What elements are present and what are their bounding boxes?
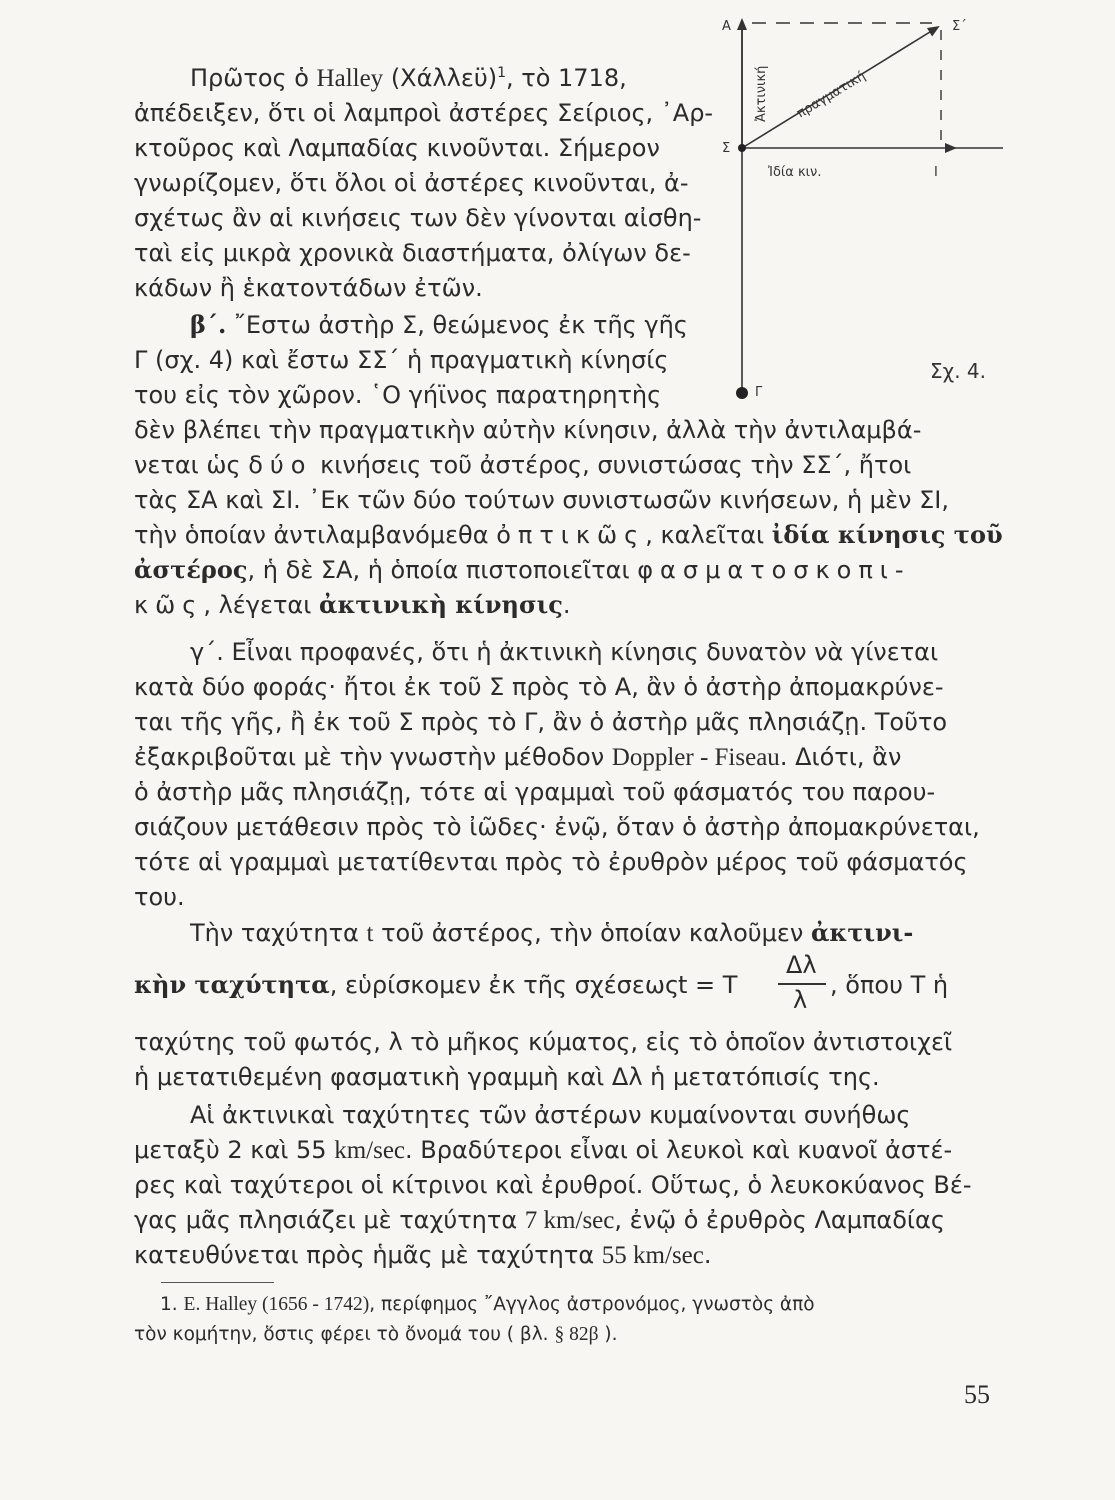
- p5-line-5: κατευθύνεται πρὸς ἡμᾶς μὲ ταχύτητα 55 km/sec.: [134, 1241, 712, 1269]
- p5-line-4: γας μᾶς πλησιάζει μὲ ταχύτητα 7 km/sec, ἐνῷ ὁ ἐρυθρὸς Λαμπαδίας: [134, 1206, 945, 1234]
- p1-line-1: Πρῶτος ὁ Halley $(Xά\lambda\lambda\varepsilon ϋ)^1$, τὸ 1718,: [190, 64, 627, 92]
- label-s: Σ: [722, 141, 731, 156]
- p1-line-2: ἀπέδειξεν, ὅτι οἱ λαμπροὶ ἀστέρες Σείριος, ᾿Αρ-: [134, 99, 714, 127]
- label-proper: Ἰδία κιν.: [768, 165, 822, 180]
- p3-line-7: τότε αἱ γραμμαὶ μετατίθενται πρὸς τὸ ἐρυθρὸν μέρος τοῦ φάσματός: [134, 848, 968, 876]
- formula-denominator: λ: [793, 986, 808, 1014]
- p4-line-4: ἡ μετατιθεμένη φασματικὴ γραμμὴ καὶ Δλ ἡ μετατόπισίς της.: [134, 1063, 880, 1091]
- p1-line-3: κτοῦρος καὶ Λαμπαδίας κινοῦνται. Σήμερον: [134, 134, 660, 162]
- p4-line-2-right: , ὅπου Τ ἡ: [830, 971, 949, 999]
- label-s-prime: Σ΄: [952, 19, 967, 34]
- footnote-rule: [161, 1282, 274, 1283]
- p3-line-8: του.: [134, 883, 185, 911]
- p2-line-1: β΄. ῎Εστω ἀστὴρ Σ, θεώμενος ἐκ τῆς γῆς: [190, 310, 688, 339]
- p2-line-3: του εἰς τὸν χῶρον. ῾Ο γήϊνος παρατηρητὴς: [134, 381, 662, 409]
- p5-line-1: Αἱ ἀκτινικαὶ ταχύτητες τῶν ἀστέρων κυμαίνονται συνήθως: [190, 1101, 911, 1129]
- p3-line-2: κατὰ δύο φοράς· ἤτοι ἐκ τοῦ Σ πρὸς τὸ Α, ἂν ὁ ἀστὴρ ἀπομακρύνε-: [134, 673, 944, 701]
- formula-lhs: t = T: [678, 971, 738, 999]
- label-i: Ι: [934, 165, 938, 180]
- p2-line-7: τὴν ὁποίαν ἀντιλαμβανόμεθα ὀπτικῶς, καλεῖται ἰδία κίνησις τοῦ: [134, 520, 1003, 549]
- p2-line-6: τὰς ΣΑ καὶ ΣΙ. ᾿Εκ τῶν δύο τούτων συνιστωσῶν κινήσεων, ἡ μὲν ΣΙ,: [134, 486, 949, 514]
- p4-line-3: ταχύτης τοῦ φωτός, λ τὸ μῆκος κύματος, εἰς τὸ ὁποῖον ἀντιστοιχεῖ: [134, 1028, 953, 1056]
- formula-fraction-bar: [778, 983, 826, 985]
- p4-line-2-left: κὴν ταχύτητα, εὑρίσκομεν ἐκ τῆς σχέσεως: [134, 970, 680, 999]
- p2-line-5: νεται ὡς δύο κινήσεις τοῦ ἀστέρος, συνιστώσας τὴν ΣΣ΄, ἤτοι: [134, 451, 912, 479]
- p3-line-4: ἐξακριβοῦται μὲ τὴν γνωστὴν μέθοδον Doppler - Fiseau. Διότι, ἂν: [134, 743, 902, 771]
- page-number: 55: [964, 1380, 990, 1409]
- label-radial: Ἀκτινική: [754, 65, 769, 122]
- p1-line-6: ταὶ εἰς μικρὰ χρονικὰ διαστήματα, ὀλίγων δε-: [134, 239, 691, 267]
- p4-line-1: Τὴν ταχύτητα t τοῦ ἀστέρος, τὴν ὁποίαν καλοῦμεν ἀκτινι-: [190, 918, 914, 947]
- p2-line-9: κῶς, λέγεται ἀκτινικὴ κίνησις.: [134, 590, 571, 619]
- footnote-line-2: τὸν κομήτην, ὅστις φέρει τὸ ὄνομά του ( βλ. § 82β ).: [134, 1324, 618, 1345]
- star-point: [738, 144, 746, 152]
- p3-line-5: ὁ ἀστὴρ μᾶς πλησιάζῃ, τότε αἱ γραμμαὶ τοῦ φάσματός του παρου-: [134, 778, 936, 806]
- footnote-line-1: 1. E. Halley (1656 - 1742), περίφημος ῎Αγγλος ἀστρονόμος, γνωστὸς ἀπὸ: [160, 1294, 815, 1315]
- p2-line-2: Γ (σχ. 4) καὶ ἔστω ΣΣ΄ ἡ πραγματικὴ κίνησίς: [134, 346, 669, 374]
- p2-line-4: δὲν βλέπει τὴν πραγματικὴν αὐτὴν κίνησιν, ἀλλὰ τὴν ἀντιλαμβά-: [134, 416, 922, 444]
- p1-line-4: γνωρίζομεν, ὅτι ὅλοι οἱ ἀστέρες κινοῦνται, ἀ-: [134, 169, 689, 197]
- figure-caption: Σχ. 4.: [930, 359, 986, 383]
- formula-numerator: Δλ: [786, 951, 817, 979]
- p3-line-1: γ΄. Εἶναι προφανές, ὅτι ἡ ἀκτινικὴ κίνησις δυνατὸν νὰ γίνεται: [190, 638, 939, 666]
- p2-line-8: ἀστέρος, ἡ δὲ ΣΑ, ἡ ὁποία πιστοποιεῖται φασματοσκοπι-: [134, 555, 911, 584]
- label-g: Γ: [755, 385, 763, 400]
- p3-line-3: ται τῆς γῆς, ἢ ἐκ τοῦ Σ πρὸς τὸ Γ, ἂν ὁ ἀστὴρ μᾶς πλησιάζῃ. Τοῦτο: [134, 708, 948, 736]
- p5-line-3: ρες καὶ ταχύτεροι οἱ κίτρινοι καὶ ἐρυθροί. Οὕτως, ὁ λευκοκύανος Βέ-: [134, 1171, 972, 1199]
- earth-point: [736, 387, 748, 399]
- label-real: πραγματική: [794, 68, 869, 122]
- p1-line-7: κάδων ἢ ἑκατοντάδων ἐτῶν.: [134, 274, 483, 302]
- label-a: Α: [722, 19, 731, 34]
- p3-line-6: σιάζουν μετάθεσιν πρὸς τὸ ἰῶδες· ἐνῷ, ὅταν ὁ ἀστὴρ ἀπομακρύνεται,: [134, 813, 980, 841]
- footnote-ref: 1: [497, 65, 506, 81]
- p1-line-5: σχέτως ἂν αἱ κινήσεις των δὲν γίνονται αἰσθη-: [134, 204, 702, 232]
- p5-line-2: μεταξὺ 2 καὶ 55 km/sec. Βραδύτεροι εἶναι οἱ λευκοὶ καὶ κυανοῖ ἀστέ-: [134, 1136, 953, 1164]
